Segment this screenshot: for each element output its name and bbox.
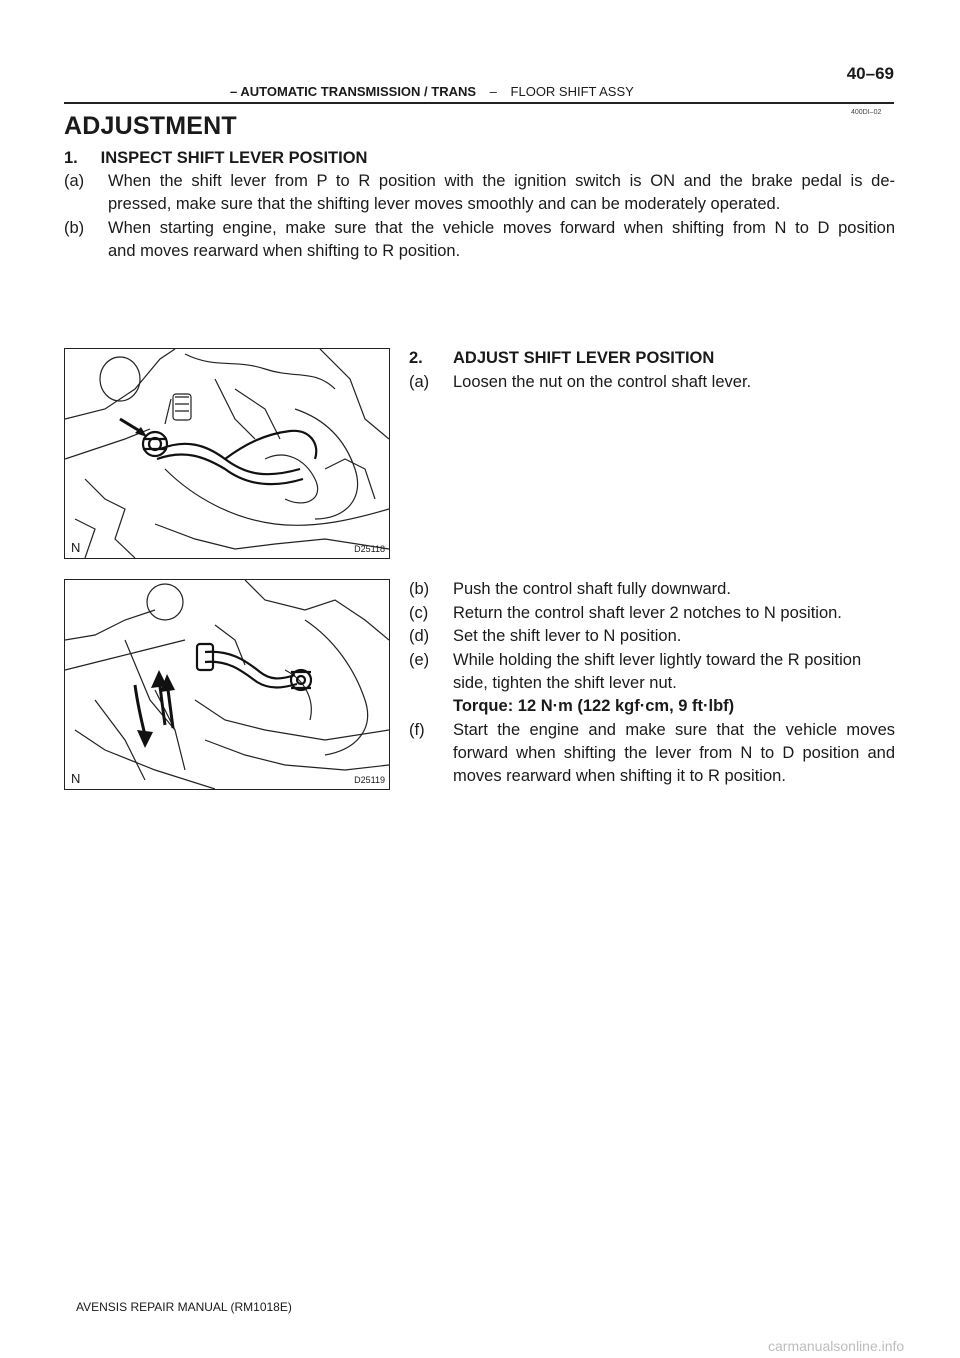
step2-a-marker: (a) [409, 373, 430, 391]
figure-d25119-illustration [65, 580, 389, 789]
step1-a-line1: When the shift lever from P to R position with the ignition switch is ON and the brake pedal is de- [108, 172, 895, 190]
figure-d25118 [64, 348, 390, 559]
step2-e-marker: (e) [409, 651, 430, 669]
step2-num: 2. [409, 349, 423, 367]
step2-d-marker: (d) [409, 627, 430, 645]
page-footer: AVENSIS REPAIR MANUAL (RM1018E) [76, 1300, 292, 1314]
header-subsection: FLOOR SHIFT ASSY [510, 84, 634, 99]
step2-f-marker: (f) [409, 721, 425, 739]
step1-title: 1. INSPECT SHIFT LEVER POSITION [64, 149, 368, 167]
step2-f-line2: forward when shifting the lever from N to D position and [453, 744, 895, 762]
step1-a-marker: (a) [64, 172, 85, 190]
page-header [64, 64, 894, 104]
header-section: – AUTOMATIC TRANSMISSION / TRANS [230, 84, 477, 99]
step1-b-line2: and moves rearward when shifting to R position. [108, 242, 461, 260]
figure-d25118-orientation-label: N [71, 540, 81, 555]
step2-f-line1: Start the engine and make sure that the vehicle moves [453, 721, 895, 739]
figure-d25119 [64, 579, 390, 790]
step1-b-line1: When starting engine, make sure that the vehicle moves forward when shifting from N to D position [108, 219, 895, 237]
step2-c-marker: (c) [409, 604, 429, 622]
header-title [230, 84, 634, 99]
step2-e-line2: side, tighten the shift lever nut. [453, 674, 677, 692]
step1-a-line2: pressed, make sure that the shifting lever moves smoothly and can be moderately operated. [108, 195, 781, 213]
step2-torque-spec: Torque: 12 N·m (122 kgf·cm, 9 ft·lbf) [453, 697, 735, 715]
figure-d25119-code: D25119 [354, 775, 385, 785]
figure-d25119-orientation-label: N [71, 771, 81, 786]
step2-b-text: Push the control shaft fully downward. [453, 580, 731, 598]
step2-a-text: Loosen the nut on the control shaft lever. [453, 373, 752, 391]
step2-title: ADJUST SHIFT LEVER POSITION [453, 349, 715, 367]
document-id: 400DI–02 [851, 109, 882, 116]
page-number: 40–69 [846, 64, 894, 83]
step2-e-line1: While holding the shift lever lightly toward the R position [453, 651, 862, 669]
step2-c-text: Return the control shaft lever 2 notches to N position. [453, 604, 842, 622]
figure-d25118-code: D25118 [354, 544, 385, 554]
page-heading: ADJUSTMENT [64, 112, 237, 140]
step2-b-marker: (b) [409, 580, 430, 598]
step2-d-text: Set the shift lever to N position. [453, 627, 682, 645]
header-dash: – [489, 84, 497, 99]
step2-f-line3: moves rearward when shifting it to R position. [453, 767, 786, 785]
site-watermark: carmanualsonline.info [768, 1338, 905, 1354]
step1-b-marker: (b) [64, 219, 85, 237]
figure-d25118-illustration [65, 349, 389, 558]
